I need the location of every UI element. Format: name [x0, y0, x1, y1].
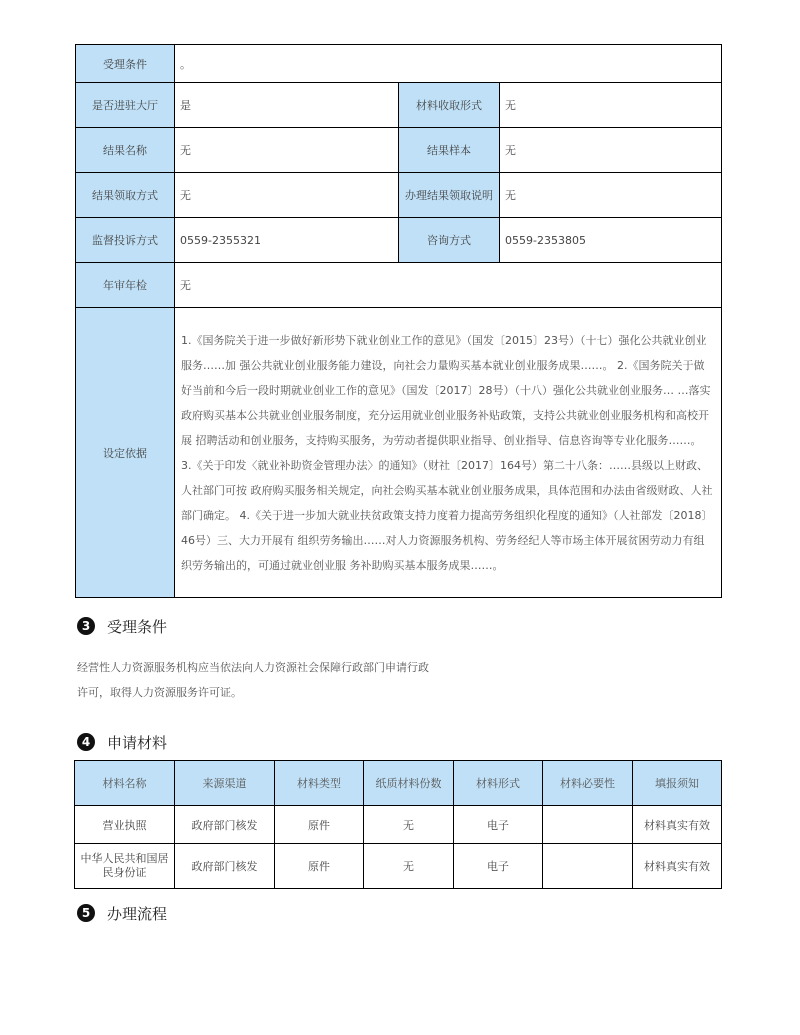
section-materials-heading: [77, 731, 167, 753]
hall-value: 是: [175, 83, 399, 128]
materials-header-row: [75, 761, 722, 806]
result-method-value: 无: [175, 173, 399, 218]
hall-row: [76, 83, 722, 128]
annual-label: 年审年检: [76, 263, 175, 308]
column-header: 来源渠道: [175, 761, 275, 806]
result-method-row: [76, 173, 722, 218]
table-cell: 政府部门核发: [175, 806, 275, 844]
result-name-value: 无: [175, 128, 399, 173]
result-method-label: 结果领取方式: [76, 173, 175, 218]
material-form-value: 无: [500, 83, 722, 128]
complaint-label: 监督投诉方式: [76, 218, 175, 263]
result-sample-label: 结果样本: [399, 128, 500, 173]
result-note-value: 无: [500, 173, 722, 218]
materials-table: [74, 760, 722, 889]
section-number-badge: 3: [77, 617, 95, 635]
section-number-badge: 5: [77, 904, 95, 922]
section-title: 办理流程: [107, 904, 168, 923]
table-cell: 无: [364, 844, 454, 889]
table-cell: [543, 844, 633, 889]
acceptance-paragraph-line: 经营性人力资源服务机构应当依法向人力资源社会保障行政部门申请行政: [77, 661, 429, 674]
table-cell: 无: [364, 806, 454, 844]
result-sample-value: 无: [500, 128, 722, 173]
hall-label: 是否进驻大厅: [76, 83, 175, 128]
table-row: [75, 806, 722, 844]
consult-label: 咨询方式: [399, 218, 500, 263]
column-header: 填报须知: [633, 761, 722, 806]
section-title: 受理条件: [107, 617, 168, 636]
table-cell: [543, 806, 633, 844]
acceptance-paragraph: [77, 655, 497, 705]
column-header: 材料形式: [454, 761, 543, 806]
acceptance-row: [76, 45, 722, 83]
material-form-label: 材料收取形式: [399, 83, 500, 128]
column-header: 材料必要性: [543, 761, 633, 806]
section-acceptance-heading: [77, 615, 167, 637]
acceptance-label: 受理条件: [76, 45, 175, 83]
result-note-label: 办理结果领取说明: [399, 173, 500, 218]
column-header: 纸质材料份数: [364, 761, 454, 806]
result-name-label: 结果名称: [76, 128, 175, 173]
table-cell: 政府部门核发: [175, 844, 275, 889]
section-process-heading: [77, 902, 167, 924]
column-header: 材料类型: [275, 761, 364, 806]
column-header: 材料名称: [75, 761, 175, 806]
table-cell: 材料真实有效: [633, 844, 722, 889]
consult-value: 0559-2353805: [500, 218, 722, 263]
table-cell: 材料真实有效: [633, 806, 722, 844]
acceptance-value: 。: [175, 45, 722, 83]
item-info-table: [75, 44, 722, 598]
basis-label: 设定依据: [76, 308, 175, 598]
table-row: [75, 844, 722, 889]
complaint-row: [76, 218, 722, 263]
basis-text: 1.《国务院关于进一步做好新形势下就业创业工作的意见》（国发〔2015〕23号）（十七）强化公共就业创业服务……加 强公共就业创业服务能力建设，向社会力量购买基本就业创业服务成果……。 2.《国务院关于做好当前和今后一段时期就业创业工作的意见》（国发〔2017〕28号）（十八）强化公共就业创业服务… …落实政府购买基本公共就业创业服务制度，充分运用就业创业服务补贴政策，支持公共就业创业服务机构和高校开展 招聘活动和创业服务，支持购买服务，为劳动者提供职业指导、创业指导、信息咨询等专业化服务……。 3.《关于印发〈就业补助资金管理办法〉的通知》（财社〔2017〕164号）第二十八条：……县级以上财政、人社部门可按 政府购买服务相关规定，向社会购买基本就业创业服务成果，具体范围和办法由省级财政、人社部门确定。 4.《关于进一步加大就业扶贫政策支持力度着力提高劳务组织化程度的通知》（人社部发〔2018〕46号）三、大力开展有 组织劳务输出……对人力资源服务机构、劳务经纪人等市场主体开展贫困劳动力有组织劳务输出的，可通过就业创业服 务补助购买基本服务成果……。: [175, 308, 722, 598]
table-cell: 原件: [275, 844, 364, 889]
table-cell: 电子: [454, 806, 543, 844]
complaint-value: 0559-2355321: [175, 218, 399, 263]
basis-row: [76, 308, 722, 598]
table-cell: 中华人民共和国居民身份证: [75, 844, 175, 889]
annual-row: [76, 263, 722, 308]
table-cell: 营业执照: [75, 806, 175, 844]
table-cell: 原件: [275, 806, 364, 844]
acceptance-paragraph-line: 许可，取得人力资源服务许可证。: [77, 686, 242, 699]
section-title: 申请材料: [107, 733, 168, 752]
table-cell: 电子: [454, 844, 543, 889]
annual-value: 无: [175, 263, 722, 308]
section-number-badge: 4: [77, 733, 95, 751]
result-name-row: [76, 128, 722, 173]
